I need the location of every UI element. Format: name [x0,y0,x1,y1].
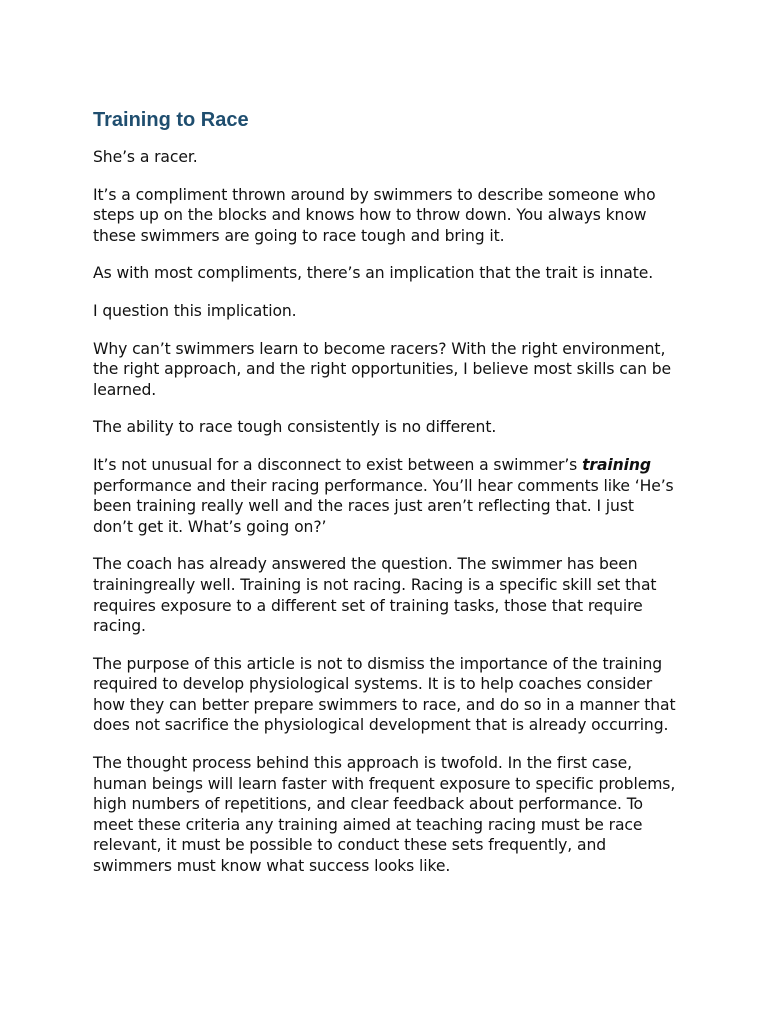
paragraph-1: She’s a racer. [93,148,198,166]
paragraph-7 [93,455,676,537]
paragraph-9: The purpose of this article is not to dismiss the importance of the training required to develop physiological systems. It is to help coaches consider how they can better prepare swimmers to race, and do so in a manner that does not sacrifice the physiological development that is already occurring. [93,654,676,735]
paragraph-8: The coach has already answered the question. The swimmer has been trainingreally well. Training is not racing. Racing is a specific skill set that requires exposure to a different set of training tasks, those that require racing. [93,555,657,636]
paragraph-7-text-start: It’s not unusual for a disconnect to exist between a swimmer’s [93,455,583,474]
paragraph-6: The ability to race tough consistently is no different. [93,418,497,437]
paragraph-3: As with most compliments, there’s an implication that the trait is innate. [93,264,654,283]
paragraph-5: Why can’t swimmers learn to become racers? With the right environment, the right approach, and the right opportunities, I believe most skills can be learned. [93,339,672,399]
paragraph-2: It’s a compliment thrown around by swimmers to describe someone who steps up on the blocks and knows how to throw down. You always know these swimmers are going to race tough and bring it. [93,185,656,245]
paragraph-7-text-end: performance and their racing performance. You’ll hear comments like ‘He’s been training really well and the races just aren’t reflecting that. I just don’t get it. What’s going on?’ [93,476,674,536]
training-emphasis: training [582,455,651,474]
paragraph-10: The thought process behind this approach is twofold. In the first case, human beings will learn faster with frequent exposure to specific problems, high numbers of repetitions, and clear feedback about performance. To meet these criteria any training aimed at teaching racing must be race relevant, it must be possible to conduct these sets frequently, and swimmers must know what success looks like. [93,754,676,876]
article-title: Training to Race [93,109,249,131]
paragraph-4: I question this implication. [93,301,297,320]
